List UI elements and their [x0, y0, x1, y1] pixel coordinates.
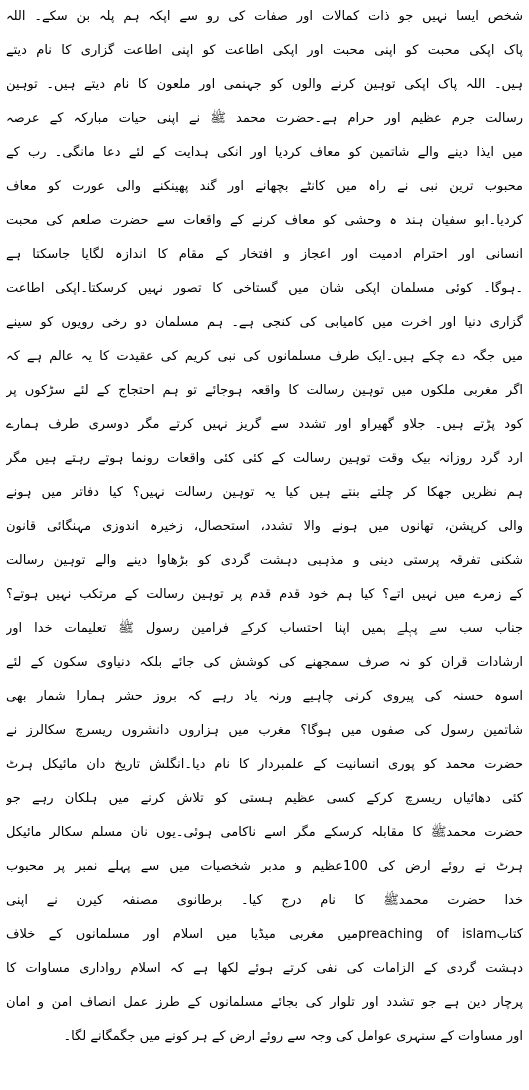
text-line: والی کرپشن، تھانوں میں ہونے والا تشدد، استحصال، زخیرہ اندوزی مہنگائی قانون	[6, 519, 523, 534]
text-line: اگر مغربی ملکوں میں توہین رسالت کا واقعہ ہوجائے تو ہم احتجاج کے لئے سڑکوں پر	[6, 383, 523, 398]
text-line: خدا حضرت محمدﷺ کا نام درج کیا۔ برطانوی مصنفہ کیرن نے اپنی	[6, 893, 523, 908]
text-line: کئی دھائیاں ریسرچ کرکے کسی عظیم ہستی کو تلاش کرنے میں ہلکان رہے جو	[6, 791, 523, 806]
text-line: کردیا۔ابو سفیان ہند ہ وحشی کو معاف کرنے کے واقعات سے حضرت صلعم کی محبت	[6, 213, 523, 228]
text-line: ارشادات قران کو نہ صرف سمجھنے کی کوشش کی جائے بلکہ دنیاوی سکون کے لئے	[6, 655, 523, 670]
text-line: دہشت گردی کے الزامات کی نفی کرتے ہوئے لکھا ہے کہ اسلام رواداری مساوات کا	[6, 961, 523, 976]
text-line: حضرت محمدﷺ کا مقابلہ کرسکے مگر اسے ناکامی ہوئی۔یوں نان مسلم سکالر مائیکل	[6, 825, 523, 840]
article-body	[6, 0, 523, 1054]
text-line: اور مساوات کے سنہری عوامل کی وجہ سے روئے ارض کے ہر کونے میں جگمگانے لگا۔	[63, 1029, 523, 1044]
text-line: حضرت محمد کو پوری انسانیت کے علمبردار کا نام دیا۔انگلش تاریخ دان مائیکل ہرٹ	[6, 757, 523, 772]
text-line: ارد گرد روزانہ بیک وقت توہین رسالت کے کئی کئی واقعات رونما ہوتے رہتے ہیں مگر	[6, 451, 523, 466]
text-line: میں جگہ دے چکے ہیں۔ایک طرف مسلمانوں کی نبی کریم کی عقیدت کا یہ عالم ہے کہ	[6, 349, 523, 364]
text-line: ۔ہوگا۔ کوئی مسلمان اپکی شان میں گستاخی کا تصور نہیں کرسکتا۔اپکی اطاعت	[6, 281, 523, 296]
text-line: اسوہ حسنہ کی پیروی کرنی چاہیے ورنہ یاد رہے کہ بروز حشر ہمارا شمار بھی	[6, 689, 523, 704]
text-line: رسالت جرم عظیم اور حرام ہے۔حضرت محمد ﷺ نے اپنی حیات مبارکہ کے عرصہ	[6, 111, 523, 126]
text-line: ہم نظریں جھکا کر چلتے بنتے ہیں کیا یہ توہین رسالت نہیں؟ کیا دفاتر میں ہونے	[6, 485, 523, 500]
text-line: جناب سب سے پہلے ہمیں اپنا احتساب کرکے فرامین رسول ﷺ تعلیمات خدا اور	[6, 621, 523, 636]
text-line: پرچار دین ہے جو تشدد اور تلوار کی بجائے مسلمانوں کے طرز عمل انصاف امن و امان	[6, 995, 523, 1010]
text-line: پاک اپکی محبت کو اپنی محبت اور اپکی اطاعت کو اپنی اطاعت گزاری کا نام دیتے	[6, 43, 523, 58]
text-line: انسانی اور احترام ادمیت اور اعجاز و افتخار کے مقام کا اندازہ لگایا جاسکتا ہے	[6, 247, 523, 262]
text-line: ہیں۔ اللہ پاک اپکی توہین کرنے والوں کو جہنمی اور ملعون کا نام دیتے ہیں۔ توہین	[6, 77, 523, 92]
text-line: شخص ایسا نہیں جو ذات کمالات اور صفات کی رو سے اپکہ ہم پلہ بن سکے۔ اللہ	[6, 9, 523, 24]
text-line: کے زمرے میں نہیں اتے؟ کیا ہم خود قدم قدم پر توہین رسالت کے مرتکب نہیں ہوتے؟	[6, 587, 523, 602]
text-line: ہرٹ نے روئے ارض کی 100عظیم و مدبر شخصیات میں سے پہلے نمبر پر محبوب	[6, 859, 523, 874]
text-line: کود پڑتے ہیں۔ جلاو گھیراو اور تشدد سے گریز نہیں کرتے مگر دوسری طرف ہمارے	[6, 417, 523, 432]
text-line: شکنی تفرقہ پرستی دینی و مذہبی دہشت گردی کو بڑھاوا دینے والے توہین رسالت	[6, 553, 523, 568]
text-line: میں ایذا دینے والے شاتمین کو معاف کردیا اور انکی ہدایت کے لئے دعا مانگی۔ رب کے	[6, 145, 523, 160]
text-line: گزاری دنیا اور اخرت میں کامیابی کی کنجی ہے۔ ہم مسلمان دو رخی رویوں کو سینے	[6, 315, 523, 330]
text-line: شاتمین رسول کی صفوں میں ہوگا؟ مغرب میں ہزاروں دانشروں ریسرچ سکالرز نے	[6, 723, 523, 738]
text-line: کتابpreaching of islamمیں مغربی میڈیا میں اسلام اور مسلمانوں کے خلاف	[6, 927, 523, 942]
text-line: محبوب ترین نبی نے راہ میں کانٹے بچھانے اور گند پھینکنے والی عورت کو معاف	[6, 179, 523, 194]
